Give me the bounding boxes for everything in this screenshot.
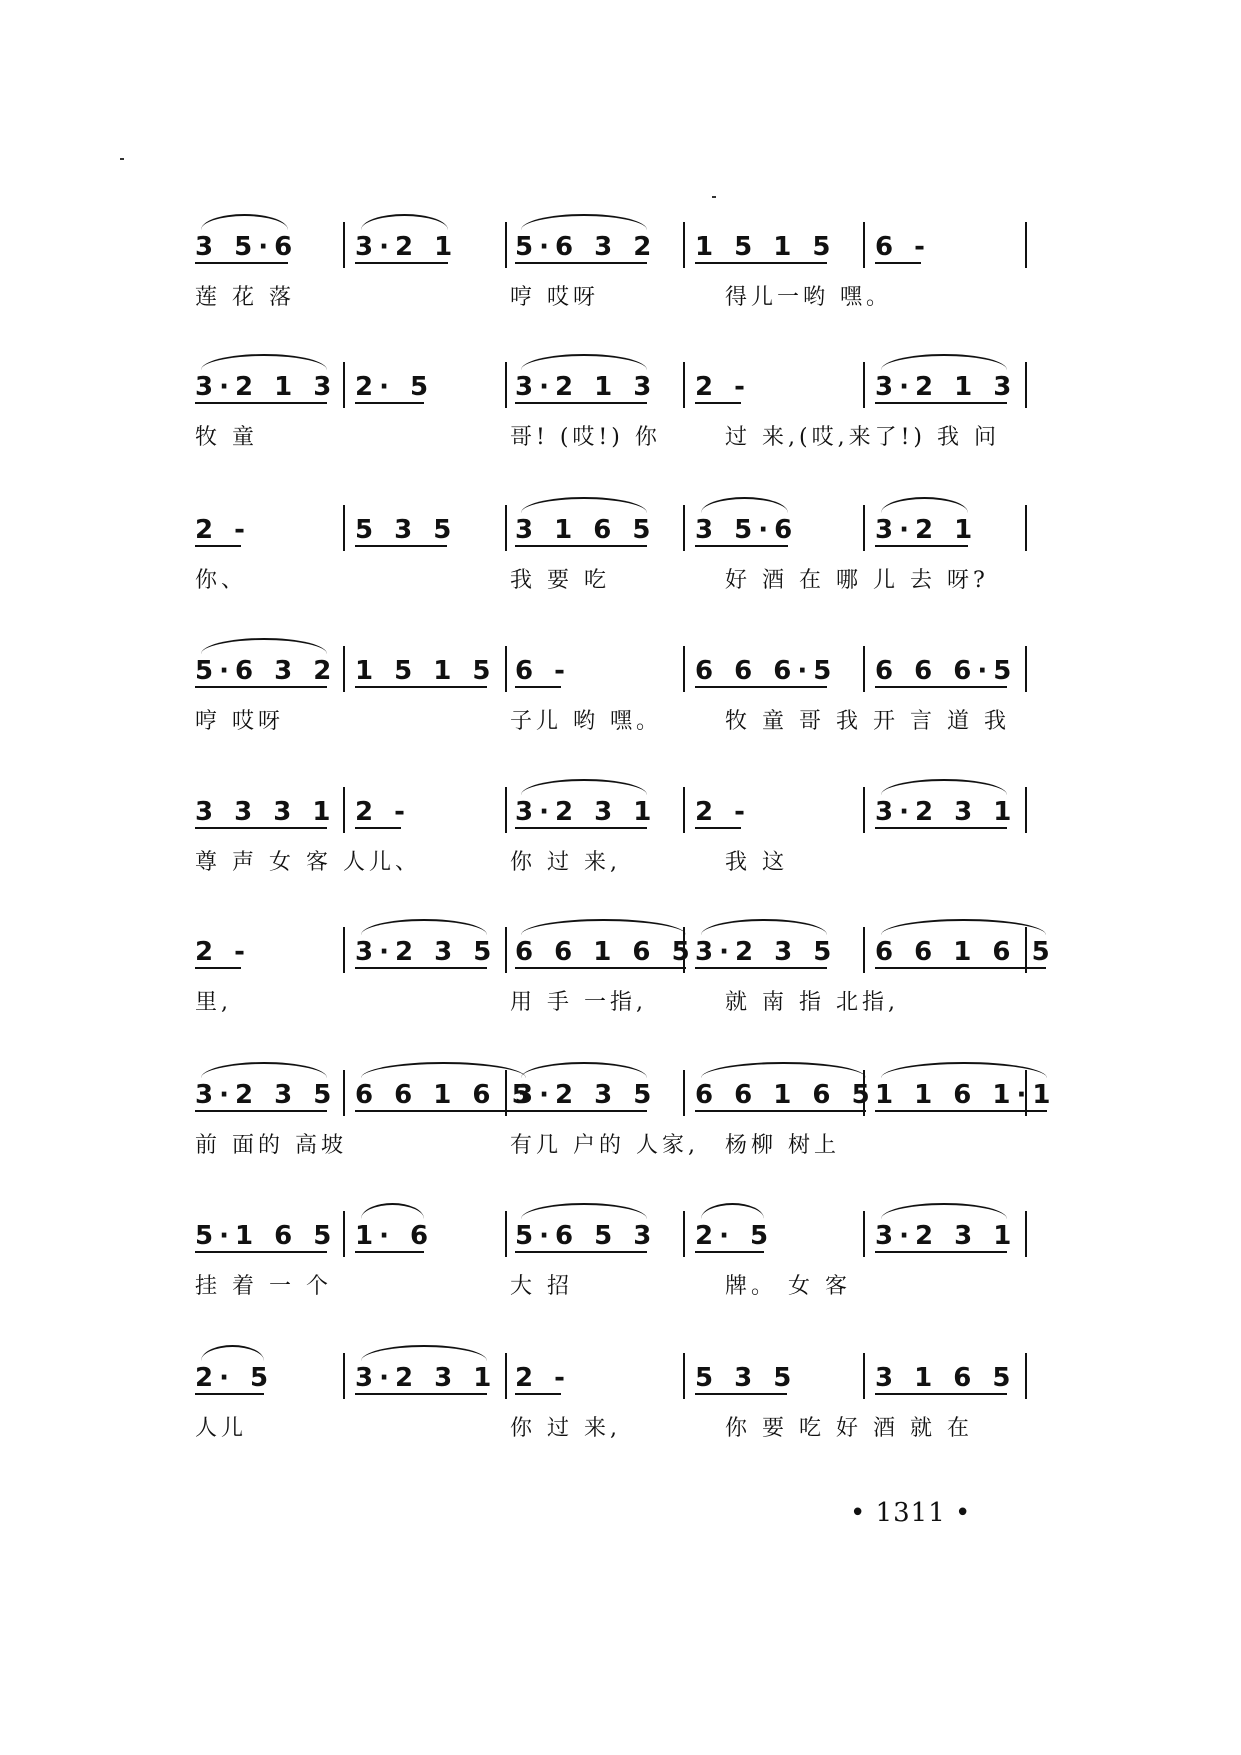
notation-row xyxy=(195,636,1035,696)
lyric-text: 用 手 一指, xyxy=(510,990,647,1015)
lyric-text: 好 酒 在 哪 儿 去 呀? xyxy=(725,568,989,593)
measure-notes: 3 1 6 5 xyxy=(515,515,657,545)
slur-mark xyxy=(201,1345,264,1361)
barline xyxy=(863,362,865,408)
beam-underline xyxy=(695,1110,866,1112)
barline xyxy=(683,646,685,692)
lyrics-row xyxy=(195,1128,1035,1168)
measure xyxy=(195,636,337,696)
beam-underline xyxy=(875,967,1046,969)
slur-mark xyxy=(521,919,686,935)
measure xyxy=(355,352,434,412)
beam-underline xyxy=(695,686,827,688)
barline xyxy=(505,1211,507,1257)
measure xyxy=(515,1060,657,1120)
measure-notes: 2· 5 xyxy=(195,1363,275,1393)
measure xyxy=(875,1060,1057,1120)
measure xyxy=(195,917,251,977)
slur-mark xyxy=(521,354,647,370)
lyric-text: 牧 童 哥 我 开 言 道 我 xyxy=(725,709,1010,734)
barline xyxy=(343,927,345,973)
measure xyxy=(355,1201,434,1261)
slur-mark xyxy=(361,214,448,230)
beam-underline xyxy=(875,402,1007,404)
score-system xyxy=(195,1343,1035,1463)
measure-notes: 6 - xyxy=(875,232,931,262)
beam-underline xyxy=(195,827,327,829)
beam-underline xyxy=(695,262,827,264)
notation-row xyxy=(195,212,1035,272)
measure xyxy=(515,352,657,412)
lyric-text: 杨柳 树上 xyxy=(725,1133,840,1158)
measure-notes: 3·2 3 5 xyxy=(695,937,838,967)
barline xyxy=(505,362,507,408)
measure xyxy=(875,777,1017,837)
slur-mark xyxy=(521,1203,647,1219)
print-speck xyxy=(120,158,124,160)
measure xyxy=(515,1343,571,1403)
beam-underline xyxy=(875,545,968,547)
measure xyxy=(695,1343,797,1403)
beam-underline xyxy=(515,1110,647,1112)
slur-mark xyxy=(881,1203,1007,1219)
lyrics-row xyxy=(195,1411,1035,1451)
slur-mark xyxy=(881,354,1007,370)
lyrics-row xyxy=(195,845,1035,885)
measure-notes: 2 - xyxy=(695,797,751,827)
lyric-text: 你、 xyxy=(195,568,248,593)
lyrics-row xyxy=(195,1269,1035,1309)
barline xyxy=(1025,222,1027,268)
measure-notes: 2 - xyxy=(695,372,751,402)
beam-underline xyxy=(515,1393,561,1395)
measure-notes: 1 5 1 5 xyxy=(695,232,837,262)
measure-notes: 5·6 5 3 xyxy=(515,1221,658,1251)
score-system xyxy=(195,636,1035,756)
slur-mark xyxy=(521,1062,647,1078)
notation-row xyxy=(195,352,1035,412)
beam-underline xyxy=(355,402,424,404)
measure xyxy=(195,495,251,555)
barline xyxy=(505,787,507,833)
barline xyxy=(863,222,865,268)
notation-row xyxy=(195,1343,1035,1403)
barline xyxy=(683,927,685,973)
beam-underline xyxy=(695,967,827,969)
beam-underline xyxy=(695,1251,764,1253)
beam-underline xyxy=(515,1251,647,1253)
barline xyxy=(505,1353,507,1399)
slur-mark xyxy=(881,779,1007,795)
beam-underline xyxy=(695,545,788,547)
measure-notes: 3 5·6 xyxy=(195,232,299,262)
barline xyxy=(683,787,685,833)
beam-underline xyxy=(355,262,448,264)
measure-notes: 3·2 1 3 xyxy=(195,372,338,402)
measure-notes: 3·2 1 xyxy=(355,232,459,262)
beam-underline xyxy=(355,1251,424,1253)
measure-notes: 5·1 6 5 xyxy=(195,1221,338,1251)
lyric-text: 哥! (哎!) 你 xyxy=(510,425,661,450)
beam-underline xyxy=(875,827,1007,829)
beam-underline xyxy=(515,545,647,547)
measure xyxy=(195,1060,337,1120)
measure-notes: 6 6 1 6 5 xyxy=(355,1080,536,1110)
notation-row xyxy=(195,777,1035,837)
lyric-text: 你 过 来, xyxy=(510,1416,621,1441)
barline xyxy=(343,1070,345,1116)
beam-underline xyxy=(515,827,647,829)
measure-notes: 3·2 3 1 xyxy=(875,1221,1018,1251)
slur-mark xyxy=(361,1345,487,1361)
slur-mark xyxy=(881,497,968,513)
measure-notes: 6 6 1 6 5 xyxy=(875,937,1056,967)
lyrics-row xyxy=(195,985,1035,1025)
barline xyxy=(683,1070,685,1116)
measure xyxy=(195,777,337,837)
measure-notes: 6 6 6·5 xyxy=(875,656,1018,686)
measure-notes: 3·2 1 xyxy=(875,515,979,545)
lyric-text: 挂 着 一 个 xyxy=(195,1274,332,1299)
measure-notes: 3 1 6 5 xyxy=(875,1363,1017,1393)
measure xyxy=(875,917,1056,977)
lyrics-row xyxy=(195,704,1035,744)
lyric-text: 牌。 女 客 xyxy=(725,1274,851,1299)
beam-underline xyxy=(195,967,241,969)
measure-notes: 3·2 1 3 xyxy=(515,372,658,402)
lyric-text: 哼 哎呀 xyxy=(510,285,599,310)
lyric-text: 哼 哎呀 xyxy=(195,709,284,734)
beam-underline xyxy=(875,686,1007,688)
measure xyxy=(355,917,497,977)
barline xyxy=(343,646,345,692)
measure-notes: 3 3 3 1 xyxy=(195,797,337,827)
beam-underline xyxy=(195,262,288,264)
beam-underline xyxy=(695,1393,787,1395)
measure xyxy=(355,1060,536,1120)
barline xyxy=(343,505,345,551)
slur-mark xyxy=(701,1203,764,1219)
barline xyxy=(683,1211,685,1257)
measure-notes: 1· 6 xyxy=(355,1221,435,1251)
slur-mark xyxy=(361,919,487,935)
measure xyxy=(515,212,657,272)
print-speck xyxy=(712,196,716,198)
barline xyxy=(683,505,685,551)
measure-notes: 6 6 1 6 5 xyxy=(515,937,696,967)
barline xyxy=(683,1353,685,1399)
barline xyxy=(1025,1353,1027,1399)
measure-notes: 3·2 3 1 xyxy=(355,1363,498,1393)
measure-notes: 1 1 6 1·1 xyxy=(875,1080,1057,1110)
beam-underline xyxy=(195,1110,327,1112)
barline xyxy=(505,505,507,551)
barline xyxy=(1025,927,1027,973)
measure xyxy=(695,777,751,837)
lyric-text: 有几 户的 人家, xyxy=(510,1133,699,1158)
lyric-text: 我 要 吃 xyxy=(510,568,610,593)
page-number: • 1311 • xyxy=(850,1498,972,1528)
measure xyxy=(695,636,837,696)
lyric-text: 过 来,(哎,来了!) 我 问 xyxy=(725,425,1000,450)
measure-notes: 6 6 1 6 5 xyxy=(695,1080,876,1110)
lyric-text: 牧 童 xyxy=(195,425,258,450)
slur-mark xyxy=(521,779,647,795)
slur-mark xyxy=(521,214,647,230)
beam-underline xyxy=(195,1251,327,1253)
lyrics-row xyxy=(195,420,1035,460)
measure-notes: 5 3 5 xyxy=(355,515,458,545)
barline xyxy=(683,222,685,268)
beam-underline xyxy=(195,545,241,547)
score-system xyxy=(195,352,1035,472)
lyrics-row xyxy=(195,563,1035,603)
slur-mark xyxy=(201,214,288,230)
barline xyxy=(343,362,345,408)
barline xyxy=(1025,505,1027,551)
barline xyxy=(1025,646,1027,692)
measure xyxy=(355,777,411,837)
beam-underline xyxy=(355,1110,526,1112)
lyric-text: 里, xyxy=(195,990,232,1015)
measure-notes: 3·2 3 5 xyxy=(515,1080,658,1110)
slur-mark xyxy=(361,1203,424,1219)
measure-notes: 3·2 3 5 xyxy=(355,937,498,967)
lyric-text: 莲 花 落 xyxy=(195,285,295,310)
measure xyxy=(515,636,571,696)
slur-mark xyxy=(701,919,827,935)
barline xyxy=(683,362,685,408)
slur-mark xyxy=(701,1062,866,1078)
score-system xyxy=(195,777,1035,897)
measure xyxy=(195,1343,274,1403)
barline xyxy=(505,222,507,268)
measure-notes: 5 3 5 xyxy=(695,1363,798,1393)
score-system xyxy=(195,1060,1057,1180)
beam-underline xyxy=(355,545,447,547)
score-system xyxy=(195,212,1035,332)
measure-notes: 2· 5 xyxy=(355,372,435,402)
lyric-text: 就 南 指 北指, xyxy=(725,990,899,1015)
beam-underline xyxy=(195,1393,264,1395)
beam-underline xyxy=(355,1393,487,1395)
beam-underline xyxy=(875,1110,1047,1112)
measure-notes: 2· 5 xyxy=(695,1221,775,1251)
lyric-text: 我 这 xyxy=(725,850,788,875)
slur-mark xyxy=(881,919,1046,935)
beam-underline xyxy=(695,827,741,829)
measure xyxy=(695,352,751,412)
measure xyxy=(515,777,657,837)
beam-underline xyxy=(195,402,327,404)
measure xyxy=(875,352,1017,412)
measure xyxy=(195,352,337,412)
lyric-text: 大 招 xyxy=(510,1274,573,1299)
beam-underline xyxy=(695,402,741,404)
measure xyxy=(875,212,931,272)
measure xyxy=(195,212,298,272)
beam-underline xyxy=(875,1393,1007,1395)
barline xyxy=(343,1211,345,1257)
measure xyxy=(195,1201,337,1261)
measure xyxy=(695,212,837,272)
measure xyxy=(875,1343,1017,1403)
notation-row xyxy=(195,917,1056,977)
measure xyxy=(695,917,837,977)
measure-notes: 3·2 3 1 xyxy=(875,797,1018,827)
barline xyxy=(1025,1211,1027,1257)
barline xyxy=(863,1353,865,1399)
score-system xyxy=(195,495,1035,615)
score-system xyxy=(195,1201,1035,1321)
measure-notes: 2 - xyxy=(195,937,251,967)
measure-notes: 3·2 1 3 xyxy=(875,372,1018,402)
barline xyxy=(863,927,865,973)
beam-underline xyxy=(515,967,686,969)
beam-underline xyxy=(355,967,487,969)
measure xyxy=(515,1201,657,1261)
beam-underline xyxy=(515,402,647,404)
slur-mark xyxy=(881,1062,1047,1078)
measure-notes: 3·2 3 5 xyxy=(195,1080,338,1110)
measure-notes: 2 - xyxy=(355,797,411,827)
measure-notes: 6 - xyxy=(515,656,571,686)
beam-underline xyxy=(515,686,561,688)
slur-mark xyxy=(201,638,327,654)
slur-mark xyxy=(361,1062,526,1078)
measure xyxy=(695,1060,876,1120)
barline xyxy=(863,1070,865,1116)
lyric-text: 人儿 xyxy=(195,1416,248,1441)
measure xyxy=(355,1343,497,1403)
barline xyxy=(863,646,865,692)
measure xyxy=(355,636,497,696)
measure xyxy=(875,636,1017,696)
barline xyxy=(1025,787,1027,833)
beam-underline xyxy=(355,686,487,688)
measure-notes: 2 - xyxy=(515,1363,571,1393)
barline xyxy=(343,222,345,268)
lyric-text: 得儿一哟 嘿。 xyxy=(725,285,892,310)
slur-mark xyxy=(521,497,647,513)
barline xyxy=(863,505,865,551)
measure-notes: 3·2 3 1 xyxy=(515,797,658,827)
barline xyxy=(505,927,507,973)
measure-notes: 5·6 3 2 xyxy=(515,232,658,262)
beam-underline xyxy=(195,686,327,688)
measure xyxy=(355,212,458,272)
lyric-text: 子儿 哟 嘿。 xyxy=(510,709,662,734)
measure xyxy=(515,917,696,977)
measure xyxy=(515,495,657,555)
beam-underline xyxy=(875,262,921,264)
lyric-text: 你 要 吃 好 酒 就 在 xyxy=(725,1416,973,1441)
barline xyxy=(863,1211,865,1257)
barline xyxy=(505,646,507,692)
slur-mark xyxy=(701,497,788,513)
slur-mark xyxy=(201,354,327,370)
measure-notes: 2 - xyxy=(195,515,251,545)
barline xyxy=(343,787,345,833)
barline xyxy=(505,1070,507,1116)
barline xyxy=(1025,362,1027,408)
notation-row xyxy=(195,1201,1035,1261)
measure-notes: 3 5·6 xyxy=(695,515,799,545)
barline xyxy=(1025,1070,1027,1116)
slur-mark xyxy=(201,1062,327,1078)
lyric-text: 尊 声 女 客 人儿、 xyxy=(195,850,421,875)
notation-row xyxy=(195,495,1035,555)
notation-row xyxy=(195,1060,1057,1120)
beam-underline xyxy=(875,1251,1007,1253)
lyric-text: 你 过 来, xyxy=(510,850,621,875)
measure xyxy=(875,1201,1017,1261)
measure xyxy=(695,1201,774,1261)
measure xyxy=(875,495,978,555)
measure-notes: 6 6 6·5 xyxy=(695,656,838,686)
barline xyxy=(863,787,865,833)
lyrics-row xyxy=(195,280,1035,320)
barline xyxy=(343,1353,345,1399)
measure-notes: 1 5 1 5 xyxy=(355,656,497,686)
measure xyxy=(695,495,798,555)
beam-underline xyxy=(515,262,647,264)
beam-underline xyxy=(355,827,401,829)
measure xyxy=(355,495,457,555)
lyric-text: 前 面的 高坡 xyxy=(195,1133,347,1158)
measure-notes: 5·6 3 2 xyxy=(195,656,338,686)
score-system xyxy=(195,917,1056,1037)
